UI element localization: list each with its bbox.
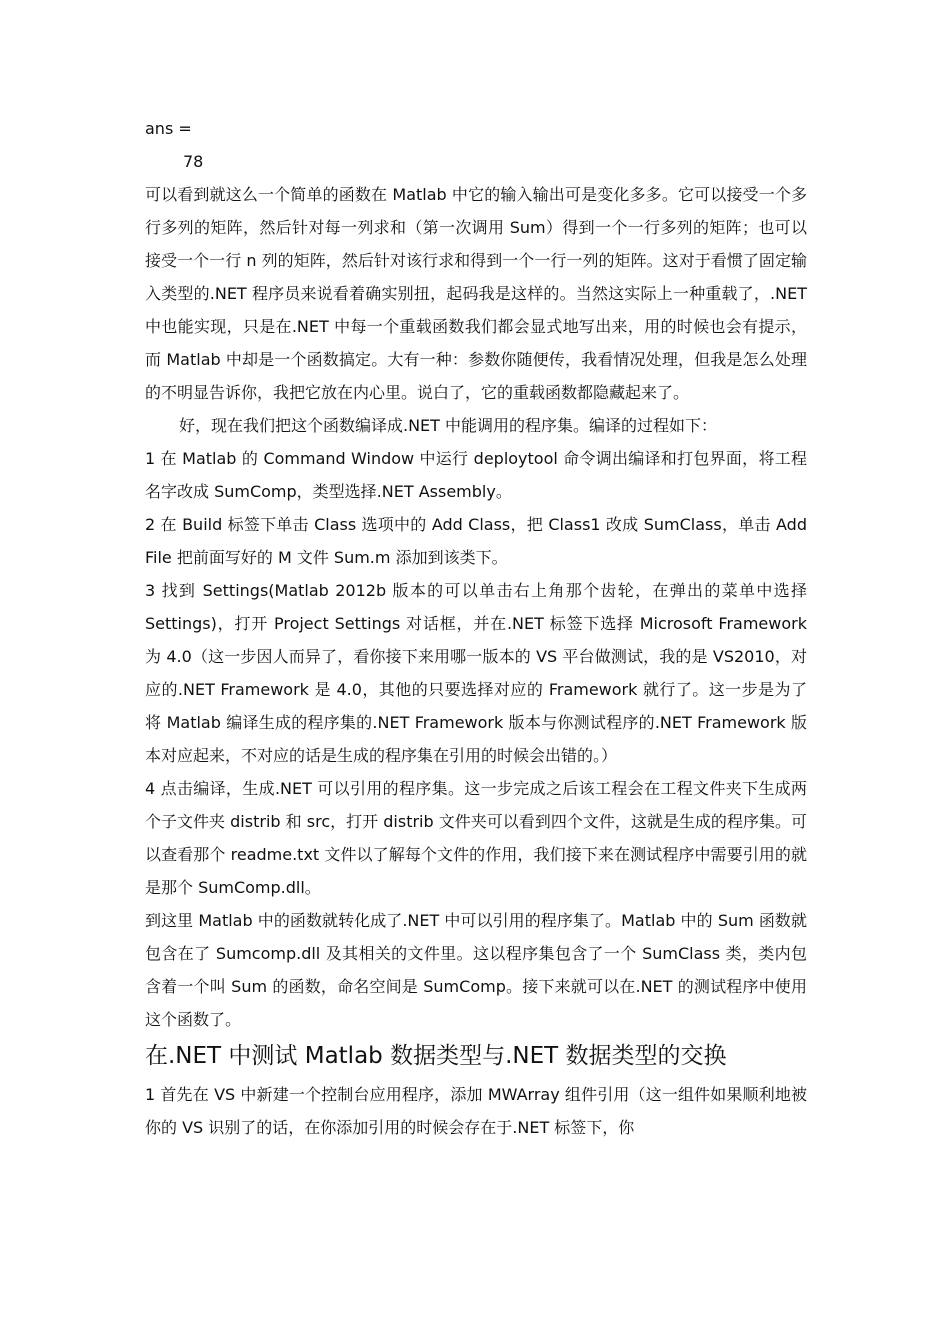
code-output-ans: ans = <box>145 119 192 138</box>
document-body <box>145 112 807 1144</box>
paragraph-compile-intro: 好，现在我们把这个函数编译成.NET 中能调用的程序集。编译的过程如下： <box>179 416 718 435</box>
paragraph-step-1: 1 在 Matlab 的 Command Window 中运行 deploytool 命令调出编译和打包界面，将工程名字改成 SumComp，类型选择.NET Assembly。 <box>145 449 807 501</box>
paragraph-overloading: 可以看到就这么一个简单的函数在 Matlab 中它的输入输出可是变化多多。它可以接受一个多行多列的矩阵，然后针对每一列求和（第一次调用 Sum）得到一个一行多列的矩阵；也可以接受一个一行 n 列的矩阵，然后针对该行求和得到一个一行一列的矩阵。这对于看惯了固定输入类型的.NET 程序员来说看着确实别扭，起码我是这样的。当然这实际上一种重载了，.NET 中也能实现，只是在.NET 中每一个重载函数我们都会显式地写出来，用的时候也会有提示，而 Matlab 中却是一个函数搞定。大有一种：参数你随便传，我看情况处理，但我是怎么处理的不明显告诉你，我把它放在内心里。说白了，它的重载函数都隐藏起来了。 <box>145 185 807 402</box>
paragraph-step-2: 2 在 Build 标签下单击 Class 选项中的 Add Class，把 Class1 改成 SumClass，单击 Add File 把前面写好的 M 文件 Sum.m 添加到该类下。 <box>145 515 807 567</box>
paragraph-summary: 到这里 Matlab 中的函数就转化成了.NET 中可以引用的程序集了。Matlab 中的 Sum 函数就包含在了 Sumcomp.dll 及其相关的文件里。这以程序集包含了一个 SumClass 类，类内包含着一个叫 Sum 的函数，命名空间是 SumComp。接下来就可以在.NET 的测试程序中使用这个函数了。 <box>145 911 807 1029</box>
paragraph-step-4: 4 点击编译，生成.NET 可以引用的程序集。这一步完成之后该工程会在工程文件夹下生成两个子文件夹 distrib 和 src，打开 distrib 文件夹可以看到四个文件，这就是生成的程序集。可以查看那个 readme.txt 文件以了解每个文件的作用，我们接下来在测试程序中需要引用的就是那个 SumComp.dll。 <box>145 779 807 897</box>
code-output-value: 78 <box>183 152 204 171</box>
section-heading: 在.NET 中测试 Matlab 数据类型与.NET 数据类型的交换 <box>145 1043 727 1069</box>
paragraph-test-step-1: 1 首先在 VS 中新建一个控制台应用程序，添加 MWArray 组件引用（这一组件如果顺利地被你的 VS 识别了的话，在你添加引用的时候会存在于.NET 标签下，你 <box>145 1085 807 1137</box>
paragraph-step-3: 3 找到 Settings(Matlab 2012b 版本的可以单击右上角那个齿轮，在弹出的菜单中选择 Settings)，打开 Project Settings 对话框，并在.NET 标签下选择 Microsoft Framework 为 4.0（这一步因人而异了，看你接下来用哪一版本的 VS 平台做测试，我的是 VS2010，对应的.NET Framework 是 4.0，其他的只要选择对应的 Framework 就行了。这一步是为了将 Matlab 编译生成的程序集的.NET Framework 版本与你测试程序的.NET Framework 版本对应起来，不对应的话是生成的程序集在引用的时候会出错的。） <box>145 581 807 765</box>
